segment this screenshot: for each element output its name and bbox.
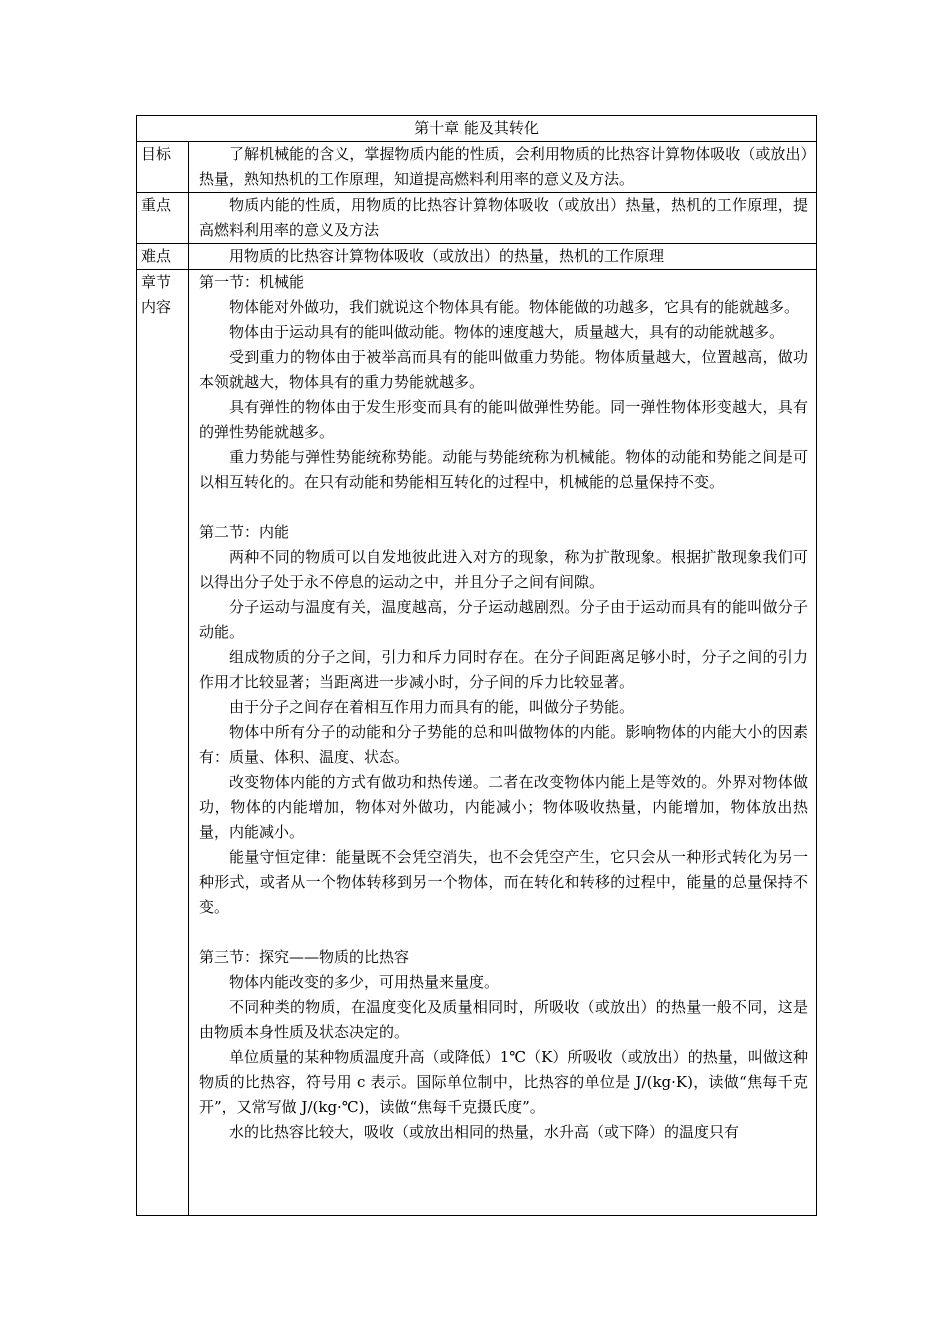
paragraph: 分子运动与温度有关，温度越高，分子运动越剧烈。分子由于运动而具有的能叫做分子动能。	[199, 598, 808, 641]
difficulties-label: 难点	[137, 244, 189, 270]
key-points-cell	[189, 193, 817, 244]
content-cell	[189, 270, 817, 1216]
chapter-table	[136, 115, 817, 1216]
paragraph: 水的比热容比较大，吸收（或放出相同的热量，水升高（或下降）的温度只有	[229, 1123, 740, 1141]
goal-row	[137, 142, 817, 193]
paragraph: 物体内能改变的多少，可用热量来量度。	[229, 973, 500, 991]
paragraph: 重力势能与弹性势能统称势能。动能与势能统称为机械能。物体的动能和势能之间是可以相互转化的。在只有动能和势能相互转化的过程中，机械能的总量保持不变。	[199, 448, 808, 491]
title-row	[137, 116, 817, 142]
paragraph: 组成物质的分子之间，引力和斥力同时存在。在分子间距离足够小时，分子之间的引力作用才比较显著；当距离进一步减小时，分子间的斥力比较显著。	[199, 648, 808, 691]
paragraph: 具有弹性的物体由于发生形变而具有的能叫做弹性势能。同一弹性物体形变越大，具有的弹性势能就越多。	[199, 398, 808, 441]
key-points-row	[137, 193, 817, 244]
key-points-text: 物质内能的性质，用物质的比热容计算物体吸收（或放出）热量，热机的工作原理，提高燃料利用率的意义及方法	[199, 196, 808, 239]
paragraph: 单位质量的某种物质温度升高（或降低）1℃（K）所吸收（或放出）的热量，叫做这种物质的比热容，符号用 c 表示。国际单位制中，比热容的单位是 J/(kg·K)，读做“焦每千克开”，又常写做 J/(kg·℃)，读做“焦每千克摄氏度”。	[199, 1048, 808, 1116]
section-spacer	[199, 920, 808, 945]
goal-label: 目标	[137, 142, 189, 193]
goal-text: 了解机械能的含义，掌握物质内能的性质，会利用物质的比热容计算物体吸收（或放出）热量，熟知热机的工作原理，知道提高燃料利用率的意义及方法。	[199, 145, 808, 188]
section-title: 第一节：机械能	[199, 273, 305, 291]
chapter-title: 第十章 能及其转化	[137, 116, 817, 142]
difficulties-cell	[189, 244, 817, 270]
difficulties-row	[137, 244, 817, 270]
paragraph: 由于分子之间存在着相互作用力而具有的能，叫做分子势能。	[229, 698, 635, 716]
paragraph: 物体由于运动具有的能叫做动能。物体的速度越大，质量越大，具有的动能就越多。	[229, 323, 785, 341]
paragraph: 不同种类的物质，在温度变化及质量相同时，所吸收（或放出）的热量一般不同，这是由物质本身性质及状态决定的。	[199, 998, 808, 1041]
content-label: 章节内容	[137, 270, 189, 1216]
goal-cell	[189, 142, 817, 193]
paragraph: 改变物体内能的方式有做功和热传递。二者在改变物体内能上是等效的。外界对物体做功，物体的内能增加，物体对外做功，内能减小；物体吸收热量，内能增加，物体放出热量，内能减小。	[199, 773, 808, 841]
paragraph: 受到重力的物体由于被举高而具有的能叫做重力势能。物体质量越大，位置越高，做功本领就越大，物体具有的重力势能就越多。	[199, 348, 808, 391]
paragraph: 物体能对外做功，我们就说这个物体具有能。物体能做的功越多，它具有的能就越多。	[229, 298, 800, 316]
section-title: 第三节：探究——物质的比热容	[199, 948, 410, 966]
paragraph: 能量守恒定律：能量既不会凭空消失，也不会凭空产生，它只会从一种形式转化为另一种形式，或者从一个物体转移到另一个物体，而在转化和转移的过程中，能量的总量保持不变。	[199, 848, 808, 916]
difficulties-text: 用物质的比热容计算物体吸收（或放出）的热量，热机的工作原理	[229, 247, 665, 265]
key-points-label: 重点	[137, 193, 189, 244]
paragraph: 物体中所有分子的动能和分子势能的总和叫做物体的内能。影响物体的内能大小的因素有：质量、体积、温度、状态。	[199, 723, 808, 766]
section-title: 第二节：内能	[199, 523, 290, 541]
section-spacer	[199, 495, 808, 520]
paragraph: 两种不同的物质可以自发地彼此进入对方的现象，称为扩散现象。根据扩散现象我们可以得出分子处于永不停息的运动之中，并且分子之间有间隙。	[199, 548, 808, 591]
content-row	[137, 270, 817, 1216]
